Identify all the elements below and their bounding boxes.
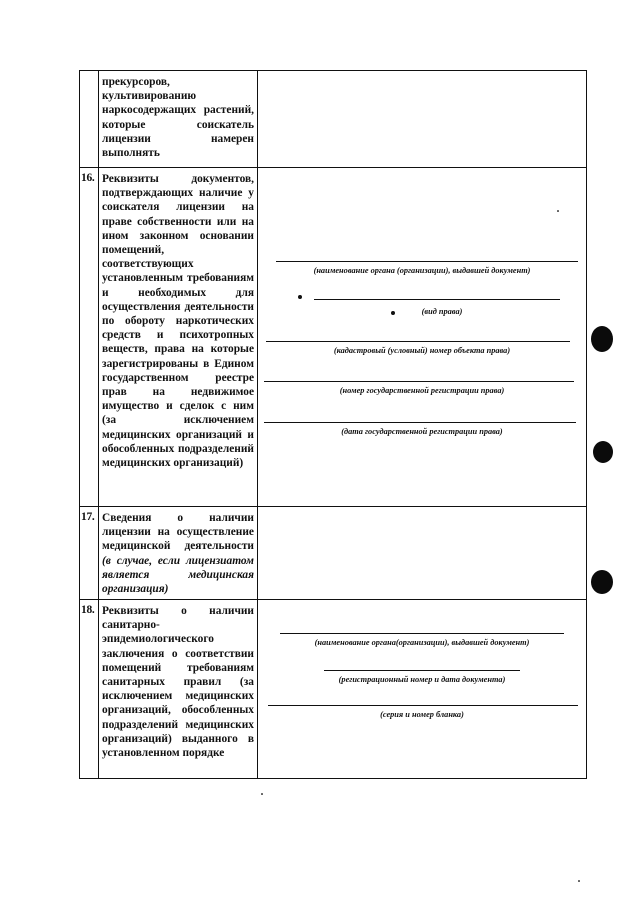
sanitary-conclusion-cell [258, 600, 587, 779]
row-label-note: (в случае, если лицензиатом является медицинская организация) [102, 554, 254, 596]
scan-speck [557, 210, 559, 212]
row-value-cell[interactable] [258, 507, 587, 600]
row-number: 16. [81, 172, 95, 184]
cadastral-input-line[interactable] [266, 341, 570, 342]
table-row [80, 600, 587, 779]
row-label: Реквизиты документов, подтверждающих наличие у соискателя лицензии на праве собственности или на ином законном основании помещений, соответствующих установленным требованиям и необходимых для осуществления деятельности по обороту наркотических средств и психотропных веществ, права на которые зарегистрированы в Едином государственном реестре прав на недвижимое имущество и сделок с ним (за исключением медицинских организаций и обособленных подразделений медицинских организаций) [102, 173, 254, 470]
reg-date-input-line[interactable] [264, 422, 576, 423]
sanitary-issuer-input-line[interactable] [280, 633, 564, 634]
issuer-caption: (наименование органа (организации), выдавшей документ) [313, 266, 531, 275]
row-label-cell [99, 600, 258, 779]
punch-hole-mark [593, 441, 613, 463]
row-number: 17. [81, 511, 95, 523]
reg-doc-caption: (регистрационный номер и дата документа) [338, 675, 506, 684]
table-row [80, 71, 587, 168]
cadastral-caption: (кадастровый (условный) номер объекта права) [333, 346, 511, 355]
right-type-input-line[interactable] [314, 299, 560, 300]
reg-date-caption: (дата государственной регистрации права) [341, 427, 503, 436]
row-label-cell [99, 507, 258, 600]
sanitary-issuer-caption: (наименование органа(организации), выдавшей документ) [314, 638, 530, 647]
issuer-input-line[interactable] [276, 261, 578, 262]
table-row [80, 168, 587, 507]
row-number-cell [80, 507, 99, 600]
scan-speck [261, 793, 263, 795]
row-label: Реквизиты о наличии санитарно-эпидемиологического заключения о соответствии помещений требованиям санитарных правил (за исключением медицинских организаций, обособленных подразделений медицинских организаций) выданного в установленном порядке [102, 605, 254, 760]
reg-number-input-line[interactable] [264, 381, 574, 382]
row-label-cell [99, 71, 258, 168]
row-number: 18. [81, 604, 95, 616]
bullet-icon [298, 295, 302, 299]
row-value-cell[interactable] [258, 71, 587, 168]
application-form-table [79, 70, 587, 779]
row-number [80, 71, 98, 75]
reg-number-caption: (номер государственной регистрации права) [339, 386, 505, 395]
table-row [80, 507, 587, 600]
premises-details-cell [258, 168, 587, 507]
row-label-cell [99, 168, 258, 507]
blank-number-caption: (серия и номер бланка) [380, 710, 464, 719]
row-number-cell [80, 71, 99, 168]
punch-hole-mark [591, 570, 613, 594]
reg-doc-input-line[interactable] [324, 670, 520, 671]
row-number-cell [80, 168, 99, 507]
row-number-cell [80, 600, 99, 779]
right-type-caption: (вид права) [421, 307, 463, 316]
row-label-text: Сведения о наличии лицензии на осуществление медицинской деятельности [102, 512, 254, 553]
punch-hole-mark [591, 326, 613, 352]
row-label: прекурсоров, культивированию наркосодержащих растений, которые соискатель лицензии намерен выполнять [102, 76, 254, 160]
scan-speck [578, 880, 580, 882]
row-label [99, 507, 257, 598]
blank-number-input-line[interactable] [268, 705, 578, 706]
